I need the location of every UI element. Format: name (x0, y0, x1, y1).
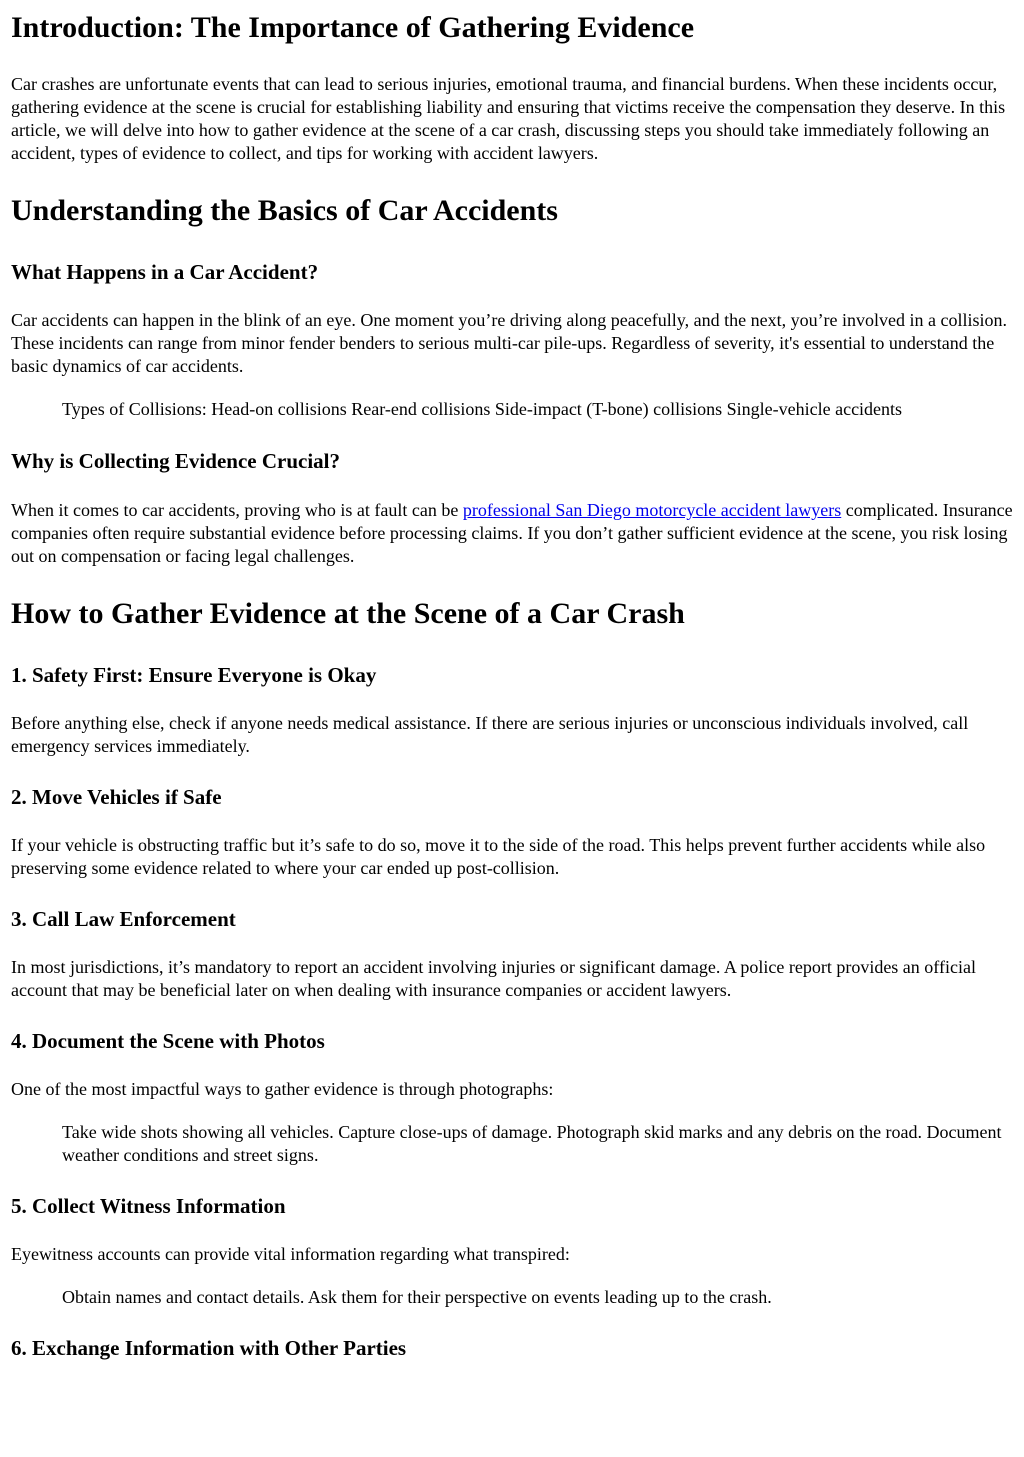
article (0, 11, 1024, 1360)
photo-tips-quote: Take wide shots showing all vehicles. Capture close-ups of damage. Photograph skid marks and any debris on the road. Document weather conditions and street signs. (62, 1122, 1002, 1165)
why-crucial-heading: Why is Collecting Evidence Crucial? (11, 449, 340, 473)
step1-heading: 1. Safety First: Ensure Everyone is Okay (11, 663, 377, 687)
step5-paragraph: Eyewitness accounts can provide vital information regarding what transpired: (11, 1244, 570, 1264)
basics-heading: Understanding the Basics of Car Accidents (11, 194, 558, 227)
why-crucial-text-start: When it comes to car accidents, proving who is at fault can be (11, 500, 463, 520)
what-happens-paragraph: Car accidents can happen in the blink of an eye. One moment you’re driving along peacefully, and the next, you’re involved in a collision. These incidents can range from minor fender benders to serious multi-car pile-ups. Regardless of severity, it's essential to understand the basic dynamics of car accidents. (11, 310, 1008, 376)
step4-heading: 4. Document the Scene with Photos (11, 1029, 325, 1053)
how-to-heading: How to Gather Evidence at the Scene of a Car Crash (11, 597, 685, 630)
what-happens-heading: What Happens in a Car Accident? (11, 260, 319, 284)
intro-heading: Introduction: The Importance of Gathering Evidence (11, 11, 695, 44)
step6-heading: 6. Exchange Information with Other Parties (11, 1336, 407, 1360)
witness-tips-quote: Obtain names and contact details. Ask them for their perspective on events leading up to the crash. (62, 1287, 772, 1307)
step5-heading: 5. Collect Witness Information (11, 1194, 286, 1218)
step1-paragraph: Before anything else, check if anyone needs medical assistance. If there are serious injuries or unconscious individuals involved, call emergency services immediately. (11, 713, 969, 756)
step3-heading: 3. Call Law Enforcement (11, 907, 236, 931)
why-crucial-text-end: complicated. Insurance companies often require substantial evidence before processing claims. If you don’t gather sufficient evidence at the scene, you risk losing out on compensation or facing legal challenges. (11, 500, 1013, 566)
collision-types-quote: Types of Collisions: Head-on collisions Rear-end collisions Side-impact (T-bone) collisions Single-vehicle accidents (62, 399, 903, 419)
lawyers-link[interactable]: professional San Diego motorcycle accident lawyers (462, 500, 842, 520)
step4-paragraph: One of the most impactful ways to gather evidence is through photographs: (11, 1079, 554, 1099)
step2-heading: 2. Move Vehicles if Safe (11, 785, 222, 809)
step3-paragraph: In most jurisdictions, it’s mandatory to report an accident involving injuries or significant damage. A police report provides an official account that may be beneficial later on when dealing with insurance companies or accident lawyers. (11, 957, 976, 1000)
step2-paragraph: If your vehicle is obstructing traffic but it’s safe to do so, move it to the side of the road. This helps prevent further accidents while also preserving some evidence related to where your car ended up post-collision. (11, 835, 986, 878)
intro-paragraph: Car crashes are unfortunate events that can lead to serious injuries, emotional trauma, and financial burdens. When these incidents occur, gathering evidence at the scene is crucial for establishing liability and ensuring that victims receive the compensation they deserve. In this article, we will delve into how to gather evidence at the scene of a car crash, discussing steps you should take immediately following an accident, types of evidence to collect, and tips for working with accident lawyers. (11, 74, 1006, 163)
why-crucial-paragraph (11, 499, 1013, 568)
